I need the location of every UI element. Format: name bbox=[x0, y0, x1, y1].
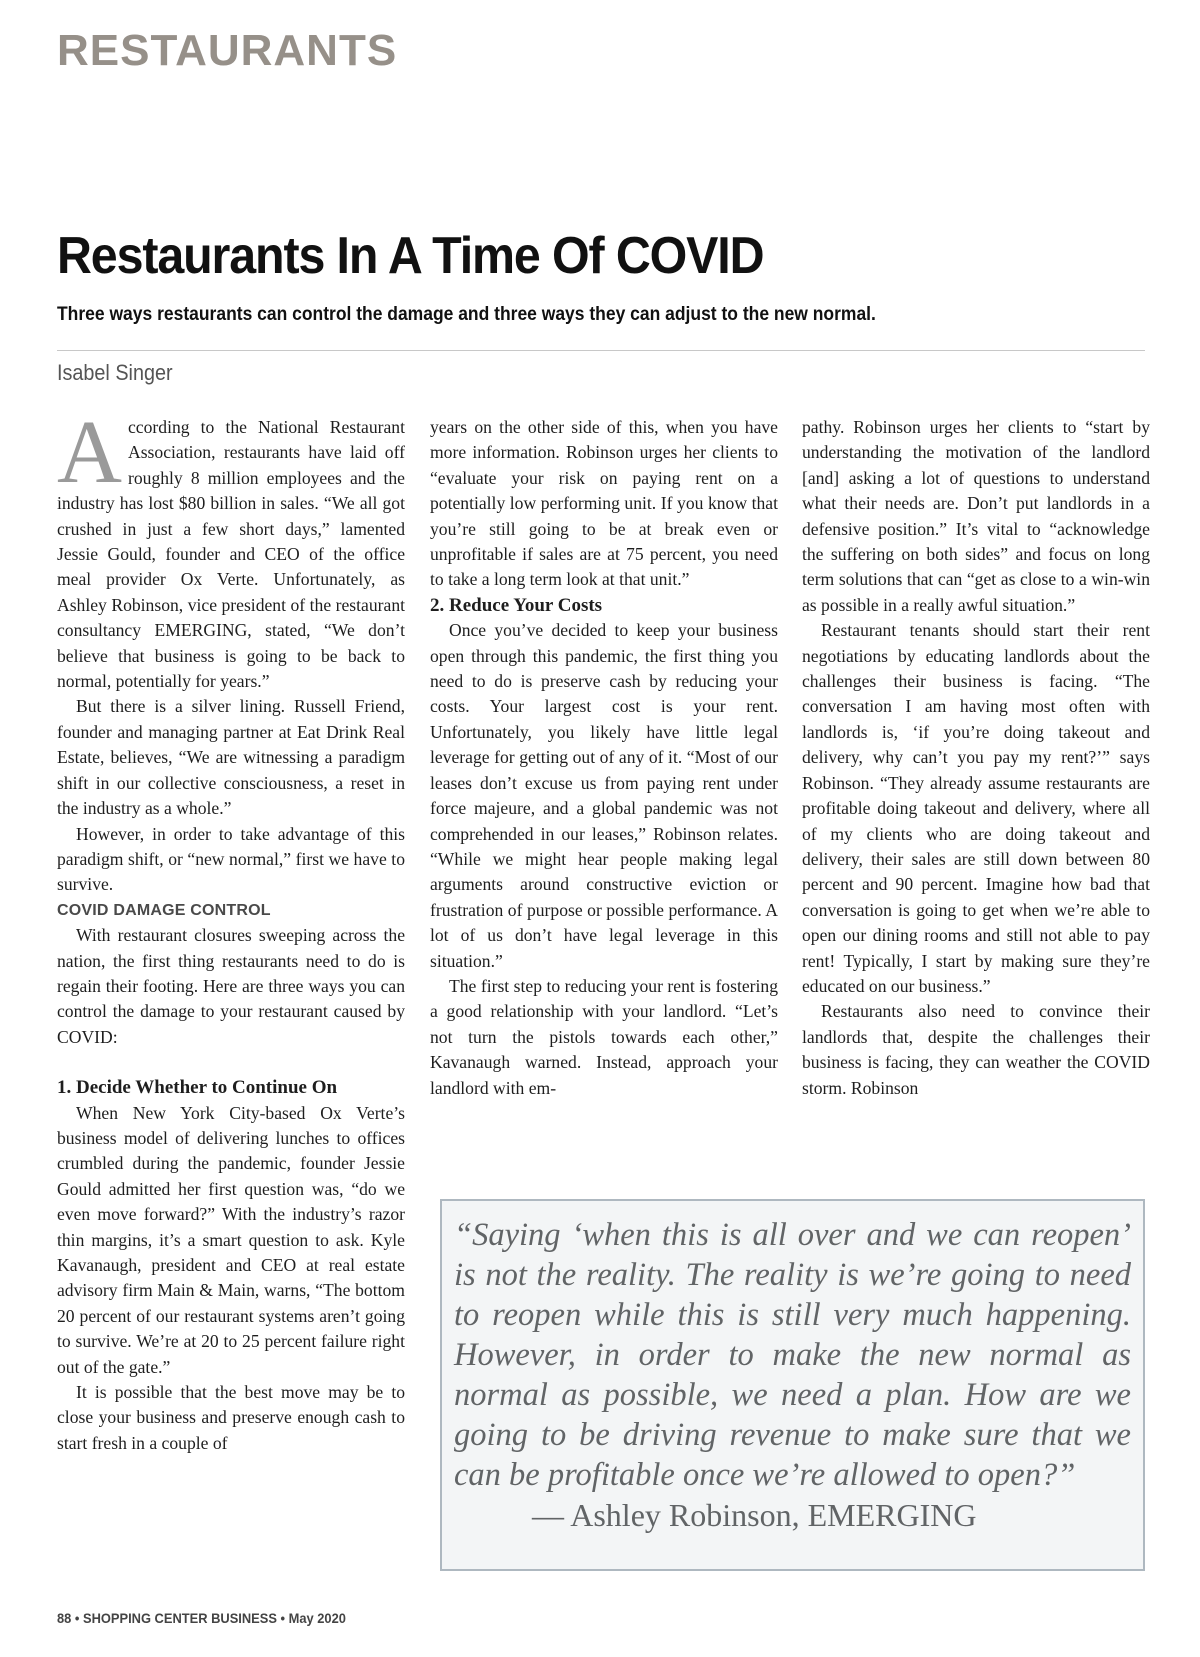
subhead: 2. Reduce Your Costs bbox=[430, 594, 603, 616]
paragraph: When New York City-based Ox Verte’s business model of delivering lunches to offices crumbled during the pandemic, founder Jessie Gould admitted her first question was, “do we even move forward?” With the industry’s razor thin margins, it’s a smart question to ask. Kyle Kavanaugh, president and CEO at real estate advisory firm Main & Main, warns, “The bottom 20 percent of our restaurant systems aren’t going to survive. We’re at 20 to 25 percent failure right out of the gate.” bbox=[57, 1102, 405, 1377]
paragraph: However, in order to take advantage of this paradigm shift, or “new normal,” first we have to survive. bbox=[57, 823, 405, 895]
drop-cap: A bbox=[57, 403, 122, 502]
paragraph-text: ccording to the National Restaurant Association, restaurants have laid off roughly 8 million employees and the industry has lost $80 billion in sales. “We all got crushed in just a few short days,” lamented Jessie Gould, founder and CEO of the office meal provider Ox Verte. Unfortunately, as Ashley Robinson, vice president of the restaurant consultancy EMERGING, stated, “We don’t believe that business is going to be back to normal, potentially for years.” bbox=[57, 417, 405, 692]
subhead: 1. Decide Whether to Continue On bbox=[57, 1077, 338, 1099]
article-title: Restaurants In A Time Of COVID bbox=[57, 227, 764, 285]
divider bbox=[57, 350, 1145, 351]
page-folio: 88 • SHOPPING CENTER BUSINESS • May 2020 bbox=[57, 1610, 346, 1626]
paragraph: pathy. Robinson urges her clients to “start by understanding the motivation of the landlord [and] asking a lot of questions to understand what their needs are. Don’t put landlords in a defensive position.” It’s vital to “acknowledge the suffering on both sides” and focus on long term solutions that can “get as close to a win-win as possible in a really awful situation.” bbox=[802, 417, 1150, 615]
paragraph: With restaurant closures sweeping across the nation, the first thing restaurants need to do is regain their footing. Here are three ways you can control the damage to your restaurant caused by COVID: bbox=[57, 925, 405, 1047]
section-label: RESTAURANTS bbox=[57, 26, 398, 75]
column-3 bbox=[802, 415, 1150, 1101]
paragraph bbox=[57, 403, 405, 694]
paragraph: Once you’ve decided to keep your business open through this pandemic, the first thing you need to do is preserve cash by reducing your costs. Your largest cost is your rent. Unfortunately, you likely have little legal leverage for getting out of any of it. “Most of our leases don’t excuse us from paying rent under force majeure, and a global pandemic was not comprehended in our leases,” Robinson relates. “While we might hear people making legal arguments around constructive eviction or frustration of purpose or possible performance. A lot of us don’t have legal leverage in this situation.” bbox=[430, 620, 778, 971]
paragraph: The first step to reducing your rent is fostering a good relationship with your landlord. “Let’s not turn the pistols towards each other,” Kavanaugh warned. Instead, approach your landlord with em- bbox=[430, 975, 778, 1098]
pull-quote-attribution: — Ashley Robinson, EMERGING bbox=[532, 1497, 977, 1533]
column-2 bbox=[430, 415, 778, 1101]
paragraph: But there is a silver lining. Russell Friend, founder and managing partner at Eat Drink Real Estate, believes, “We are witnessing a paradigm shift in our collective consciousness, a reset in the industry as a whole.” bbox=[57, 696, 405, 819]
paragraph: Restaurant tenants should start their rent negotiations by educating landlords about the challenges their business is facing. “The conversation I am having most often with landlords is, ‘if you’re doing takeout and delivery, why can’t you pay my rent?’” says Robinson. “They already assume restaurants are profitable doing takeout and delivery, where all of my clients who are doing takeout and delivery, their sales are still down between 80 percent and 90 percent. Imagine how bad that conversation is going to get when we’re able to open our dining rooms and still not able to pay rent! Typically, I start by making sure they’re educated on our business.” bbox=[802, 620, 1150, 996]
column-1 bbox=[57, 403, 405, 1456]
subhead: COVID DAMAGE CONTROL bbox=[57, 901, 271, 919]
article-deck: Three ways restaurants can control the damage and three ways they can adjust to the new normal. bbox=[57, 304, 876, 325]
pull-quote-text: “Saying ‘when this is all over and we can reopen’ is not the reality. The reality is we’re going to need to reopen while this is still very much happening. However, in order to make the new normal as normal as possible, we need a plan. How are we going to be driving revenue to make sure that we can be profitable once we’re allowed to open?” bbox=[454, 1217, 1131, 1493]
byline: Isabel Singer bbox=[57, 360, 173, 385]
paragraph: years on the other side of this, when you have more information. Robinson urges her clients to “evaluate your risk on paying rent on a potentially low performing unit. If you know that you’re still going to be at break even or unprofitable if sales are at 75 percent, you need to take a long term look at that unit.” bbox=[430, 417, 778, 590]
pull-quote bbox=[440, 1199, 1145, 1571]
paragraph: It is possible that the best move may be to close your business and preserve enough cash to start fresh in a couple of bbox=[57, 1382, 405, 1453]
paragraph: Restaurants also need to convince their landlords that, despite the challenges their business is facing, they can weather the COVID storm. Robinson bbox=[802, 1001, 1150, 1098]
